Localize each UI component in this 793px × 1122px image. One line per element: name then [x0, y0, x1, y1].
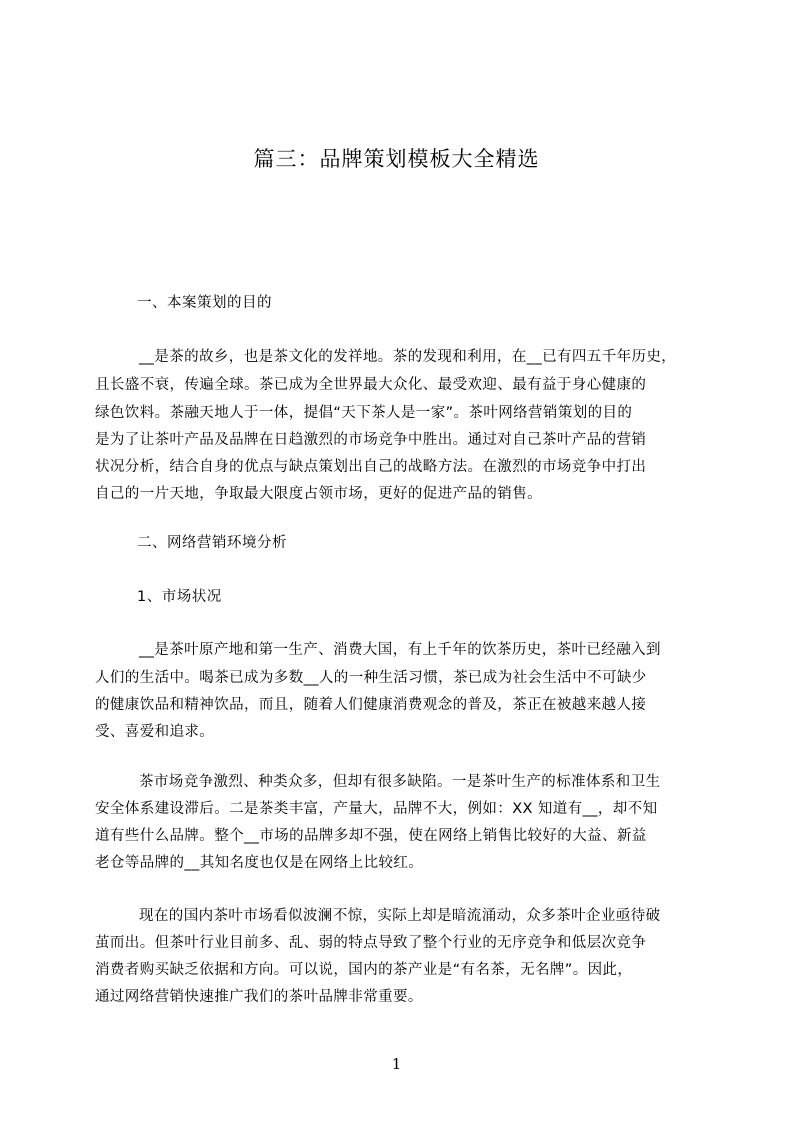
paragraph-line: 通过网络营销快速推广我们的茶叶品牌非常重要。 — [95, 989, 423, 1005]
paragraph-line: 自己的一片天地，争取最大限度占领市场，更好的促进产品的销售。 — [95, 486, 542, 502]
paragraph-line: 老仓等品牌的__其知名度也仅是在网络上比较红。 — [95, 855, 424, 871]
paragraph-line: 道有些什么品牌。整个__市场的品牌多却不强，使在网络上销售比较好的大益、新益 — [95, 828, 647, 844]
paragraph-line: 消费者购买缺乏依据和方向。可以说，国内的茶产业是“有名茶，无名牌”。因此， — [95, 962, 633, 978]
paragraph-line: 茶市场竞争激烈、种类众多，但却有很多缺陷。一是茶叶生产的标准体系和卫生 — [139, 774, 661, 790]
paragraph-line: 状况分析，结合自身的优点与缺点策划出自己的战略方法。在激烈的市场竞争中打出 — [95, 459, 647, 475]
paragraph-line: 人们的生活中。喝茶已成为多数__人的一种生活习惯，茶已成为社会生活中不可缺少 — [95, 670, 647, 686]
paragraph-line: __是茶叶原产地和第一生产、消费大国，有上千年的饮茶历史，茶叶已经融入到 — [139, 642, 661, 658]
section-heading-purpose: 一、本案策划的目的 — [137, 295, 272, 311]
paragraph-line: __是茶的故乡，也是茶文化的发祥地。茶的发现和利用，在__已有四五千年历史， — [139, 349, 677, 365]
paragraph-line: 的健康饮品和精神饮品，而且，随着人们健康消费观念的普及，茶正在被越来越人接 — [95, 697, 647, 713]
subsection-heading-market: 1、市场状况 — [137, 589, 222, 605]
document-title: 篇三：品牌策划模板大全精选 — [253, 147, 540, 171]
paragraph-line: 绿色饮料。茶融天地人于一体，提倡“天下茶人是一家”。茶叶网络营销策划的目的 — [95, 405, 633, 421]
paragraph-line: 茧而出。但茶叶行业目前多、乱、弱的特点导致了整个行业的无序竞争和低层次竞争 — [95, 935, 647, 951]
paragraph-line: 安全体系建设滞后。二是茶类丰富，产量大，品牌不大，例如：XX 知道有__，却不知 — [95, 801, 658, 817]
page-number: 1 — [391, 1055, 402, 1073]
section-heading-environment: 二、网络营销环境分析 — [137, 535, 287, 551]
paragraph-line: 受、喜爱和追求。 — [95, 724, 215, 740]
paragraph-line: 现在的国内茶叶市场看似波澜不惊，实际上却是暗流涌动，众多茶叶企业亟待破 — [139, 908, 661, 924]
paragraph-line: 且长盛不衰，传遍全球。茶已成为全世界最大众化、最受欢迎、最有益于身心健康的 — [95, 377, 647, 393]
paragraph-line: 是为了让茶叶产品及品牌在日趋激烈的市场竞争中胜出。通过对自己茶叶产品的营销 — [95, 432, 647, 448]
